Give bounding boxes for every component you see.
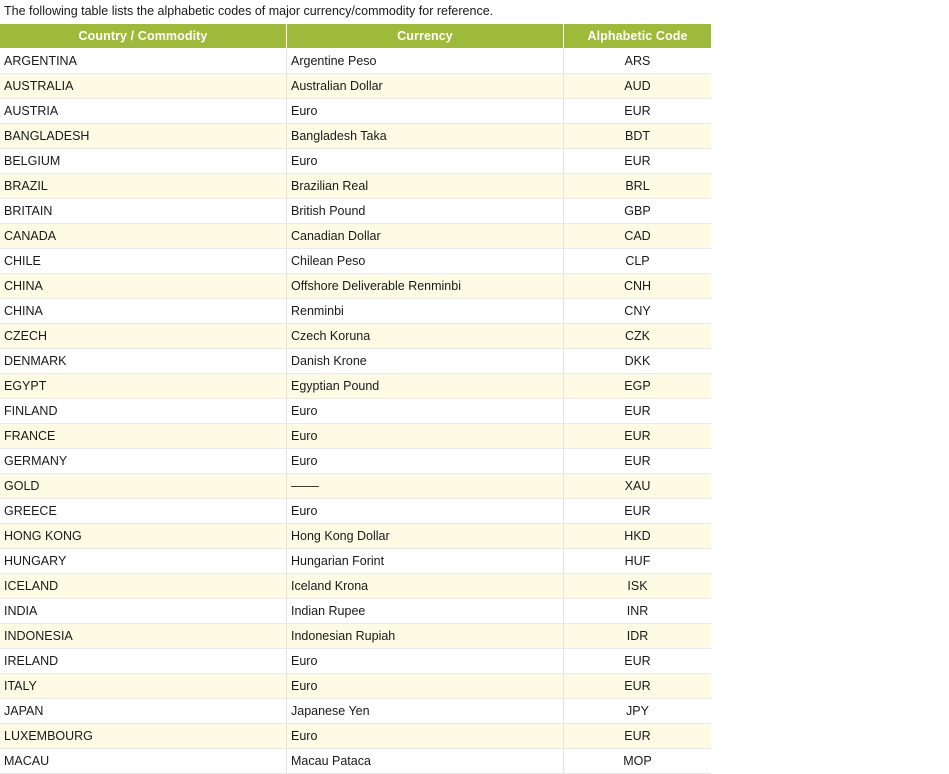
- table-row: [0, 324, 711, 349]
- table-row: [0, 199, 711, 224]
- table-row: [0, 549, 711, 574]
- cell-currency: Hungarian Forint: [287, 549, 564, 574]
- cell-currency: Canadian Dollar: [287, 224, 564, 249]
- table-header-row: [0, 24, 711, 49]
- cell-code: EUR: [564, 674, 712, 699]
- cell-code: EUR: [564, 424, 712, 449]
- column-header-country: Country / Commodity: [0, 24, 287, 49]
- cell-code: INR: [564, 599, 712, 624]
- cell-country: AUSTRALIA: [0, 74, 287, 99]
- cell-code: DKK: [564, 349, 712, 374]
- cell-currency: Hong Kong Dollar: [287, 524, 564, 549]
- table-row: [0, 299, 711, 324]
- cell-country: ITALY: [0, 674, 287, 699]
- cell-code: CLP: [564, 249, 712, 274]
- cell-country: HONG KONG: [0, 524, 287, 549]
- cell-currency: Euro: [287, 424, 564, 449]
- cell-code: EUR: [564, 724, 712, 749]
- cell-currency: Indonesian Rupiah: [287, 624, 564, 649]
- cell-country: AUSTRIA: [0, 99, 287, 124]
- cell-code: EUR: [564, 149, 712, 174]
- cell-currency: Euro: [287, 149, 564, 174]
- cell-currency: Offshore Deliverable Renminbi: [287, 274, 564, 299]
- table-row: [0, 49, 711, 74]
- cell-currency: Euro: [287, 499, 564, 524]
- table-row: [0, 249, 711, 274]
- table-row: [0, 474, 711, 499]
- cell-currency: Czech Koruna: [287, 324, 564, 349]
- table-row: [0, 749, 711, 774]
- cell-currency: [287, 474, 564, 499]
- table-row: [0, 599, 711, 624]
- cell-currency: Indian Rupee: [287, 599, 564, 624]
- table-row: [0, 674, 711, 699]
- cell-code: EUR: [564, 399, 712, 424]
- cell-currency: Euro: [287, 449, 564, 474]
- table-row: [0, 74, 711, 99]
- cell-currency: Euro: [287, 99, 564, 124]
- currency-table-container: [0, 24, 688, 774]
- column-header-currency: Currency: [287, 24, 564, 49]
- cell-code: EUR: [564, 449, 712, 474]
- cell-currency: Japanese Yen: [287, 699, 564, 724]
- cell-code: EUR: [564, 499, 712, 524]
- table-row: [0, 274, 711, 299]
- table-row: [0, 99, 711, 124]
- table-row: [0, 624, 711, 649]
- cell-currency: Renminbi: [287, 299, 564, 324]
- table-row: [0, 724, 711, 749]
- cell-country: EGYPT: [0, 374, 287, 399]
- cell-country: MACAU: [0, 749, 287, 774]
- table-row: [0, 424, 711, 449]
- table-row: [0, 699, 711, 724]
- cell-currency: Euro: [287, 674, 564, 699]
- cell-country: ICELAND: [0, 574, 287, 599]
- cell-country: GERMANY: [0, 449, 287, 474]
- cell-code: EUR: [564, 99, 712, 124]
- cell-code: CZK: [564, 324, 712, 349]
- cell-country: CANADA: [0, 224, 287, 249]
- table-row: [0, 499, 711, 524]
- cell-currency: Argentine Peso: [287, 49, 564, 74]
- table-body: [0, 49, 711, 774]
- cell-code: AUD: [564, 74, 712, 99]
- table-row: [0, 174, 711, 199]
- cell-code: CNH: [564, 274, 712, 299]
- table-row: [0, 449, 711, 474]
- cell-code: CAD: [564, 224, 712, 249]
- table-row: [0, 124, 711, 149]
- cell-country: JAPAN: [0, 699, 287, 724]
- cell-country: BRAZIL: [0, 174, 287, 199]
- table-row: [0, 574, 711, 599]
- cell-country: IRELAND: [0, 649, 287, 674]
- intro-text: The following table lists the alphabetic codes of major currency/commodity for reference.: [4, 4, 494, 18]
- cell-code: EGP: [564, 374, 712, 399]
- cell-code: ISK: [564, 574, 712, 599]
- cell-currency: Euro: [287, 649, 564, 674]
- cell-country: INDIA: [0, 599, 287, 624]
- cell-currency: Euro: [287, 399, 564, 424]
- cell-currency: British Pound: [287, 199, 564, 224]
- cell-country: GREECE: [0, 499, 287, 524]
- cell-code: HKD: [564, 524, 712, 549]
- cell-currency: Brazilian Real: [287, 174, 564, 199]
- cell-country: INDONESIA: [0, 624, 287, 649]
- cell-code: ARS: [564, 49, 712, 74]
- cell-code: XAU: [564, 474, 712, 499]
- table-header: [0, 24, 711, 49]
- table-row: [0, 349, 711, 374]
- cell-code: MOP: [564, 749, 712, 774]
- table-row: [0, 374, 711, 399]
- cell-country: HUNGARY: [0, 549, 287, 574]
- table-row: [0, 399, 711, 424]
- cell-country: CZECH: [0, 324, 287, 349]
- cell-code: JPY: [564, 699, 712, 724]
- cell-country: CHINA: [0, 299, 287, 324]
- cell-country: BELGIUM: [0, 149, 287, 174]
- cell-currency: Egyptian Pound: [287, 374, 564, 399]
- cell-country: ARGENTINA: [0, 49, 287, 74]
- cell-country: CHINA: [0, 274, 287, 299]
- cell-currency: Danish Krone: [287, 349, 564, 374]
- cell-country: FRANCE: [0, 424, 287, 449]
- cell-country: CHILE: [0, 249, 287, 274]
- dash-placeholder-icon: [291, 486, 319, 487]
- table-row: [0, 149, 711, 174]
- cell-country: LUXEMBOURG: [0, 724, 287, 749]
- cell-code: BDT: [564, 124, 712, 149]
- cell-country: DENMARK: [0, 349, 287, 374]
- cell-country: GOLD: [0, 474, 287, 499]
- table-row: [0, 224, 711, 249]
- column-header-code: Alphabetic Code: [564, 24, 712, 49]
- cell-code: EUR: [564, 649, 712, 674]
- cell-currency: Iceland Krona: [287, 574, 564, 599]
- cell-currency: Chilean Peso: [287, 249, 564, 274]
- cell-code: BRL: [564, 174, 712, 199]
- table-row: [0, 649, 711, 674]
- cell-code: GBP: [564, 199, 712, 224]
- currency-table: [0, 24, 711, 774]
- cell-currency: Macau Pataca: [287, 749, 564, 774]
- cell-currency: Australian Dollar: [287, 74, 564, 99]
- table-row: [0, 524, 711, 549]
- cell-currency: Bangladesh Taka: [287, 124, 564, 149]
- cell-country: BANGLADESH: [0, 124, 287, 149]
- cell-code: CNY: [564, 299, 712, 324]
- cell-code: IDR: [564, 624, 712, 649]
- cell-country: FINLAND: [0, 399, 287, 424]
- cell-currency: Euro: [287, 724, 564, 749]
- cell-code: HUF: [564, 549, 712, 574]
- cell-country: BRITAIN: [0, 199, 287, 224]
